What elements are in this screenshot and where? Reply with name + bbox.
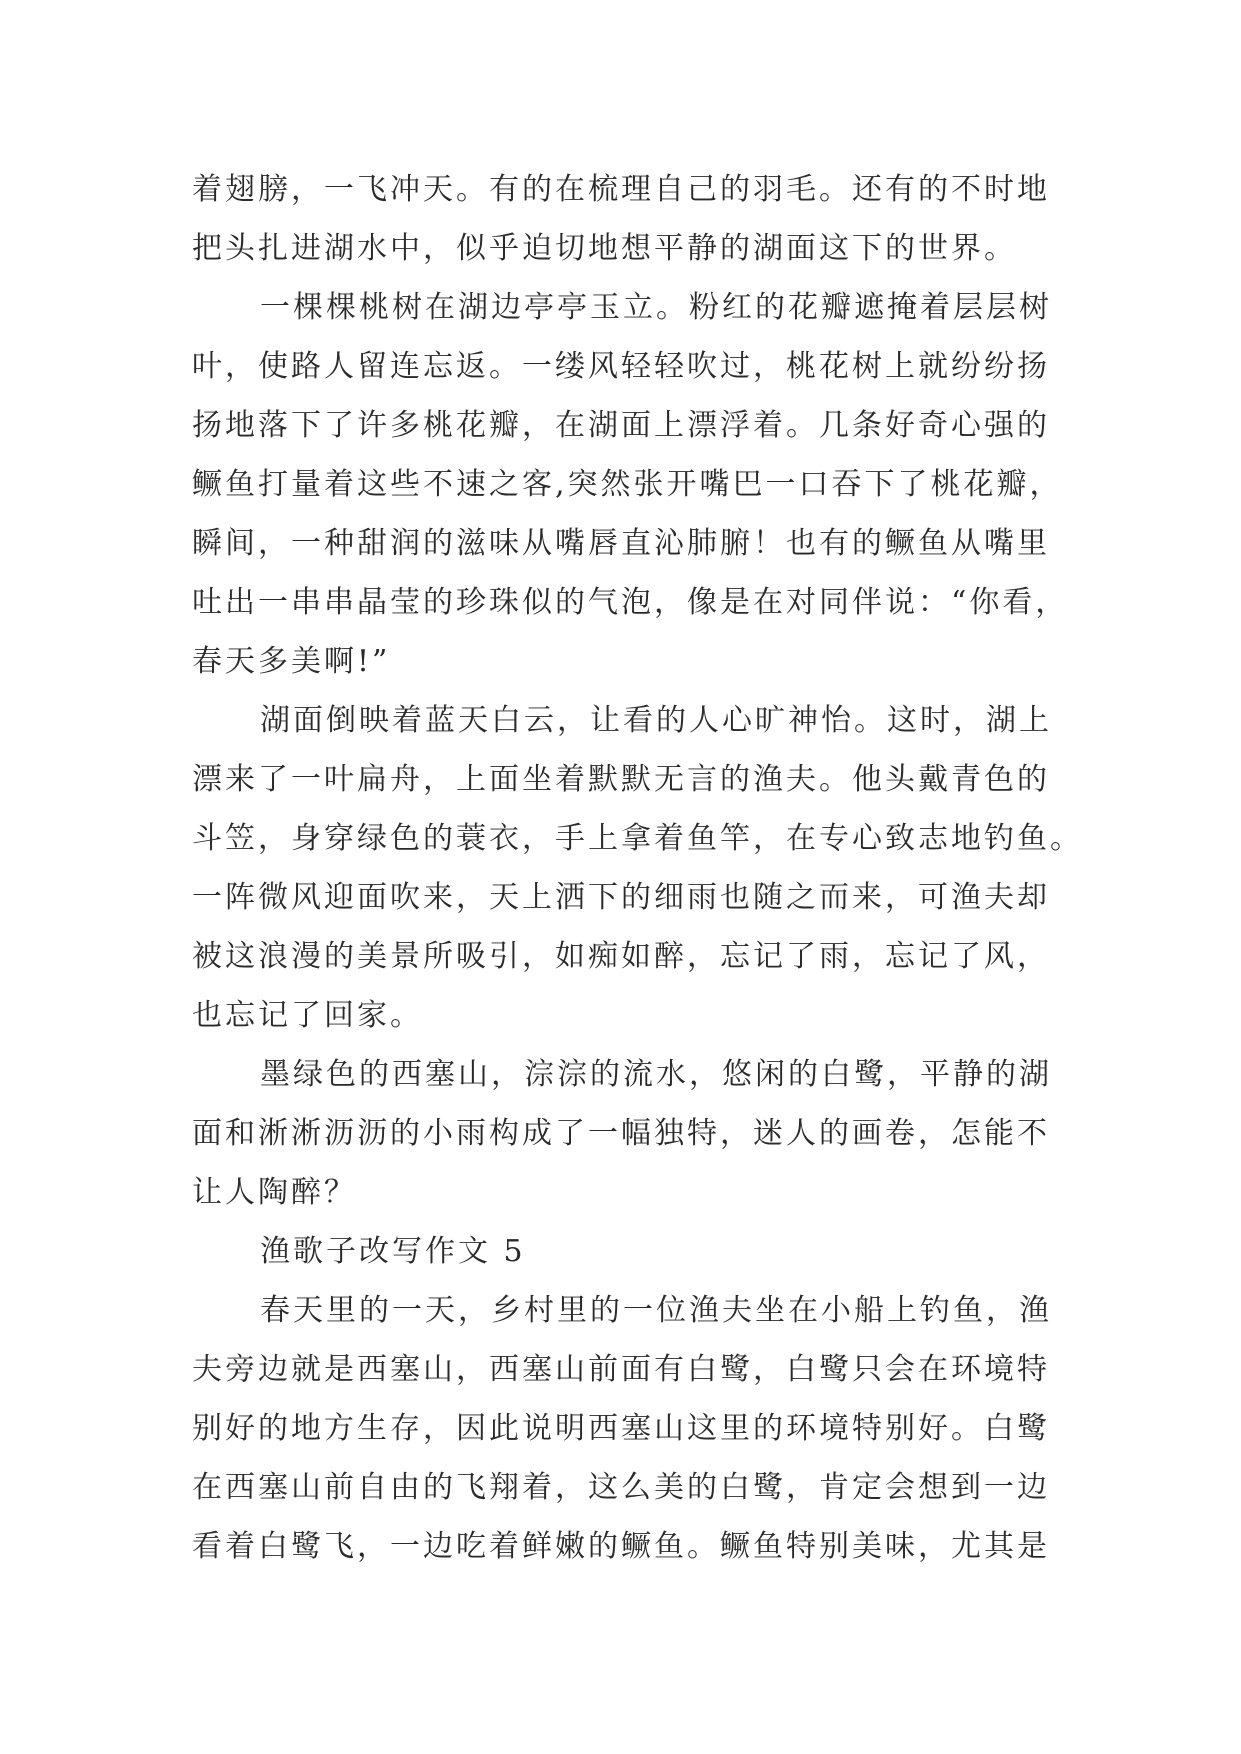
text-line: 一棵棵桃树在湖边亭亭玉立。粉红的花瓣遮掩着层层树 bbox=[260, 290, 1052, 325]
text-line: 春天里的一天，乡村里的一位渔夫坐在小船上钓鱼，渔 bbox=[260, 1293, 1052, 1328]
text-line: 着翅膀，一飞冲天。有的在梳理自己的羽毛。还有的不时地 bbox=[192, 172, 1050, 207]
text-line: 把头扎进湖水中，似乎迫切地想平静的湖面这下的世界。 bbox=[192, 231, 1017, 266]
text-line: 漂来了一叶扁舟，上面坐着默默无言的渔夫。他头戴青色的 bbox=[192, 762, 1050, 797]
text-line: 吐出一串串晶莹的珍珠似的气泡，像是在对同伴说：“你看， bbox=[192, 585, 1069, 620]
text-line: 墨绿色的西塞山，淙淙的流水，悠闲的白鹭，平静的湖 bbox=[260, 1057, 1052, 1092]
text-line: 瞬间，一种甜润的滋味从嘴唇直沁肺腑！也有的鳜鱼从嘴里 bbox=[192, 526, 1050, 561]
text-line: 看着白鹭飞，一边吃着鲜嫩的鳜鱼。鳜鱼特别美味，尤其是 bbox=[192, 1529, 1050, 1564]
text-line: 叶，使路人留连忘返。一缕风轻轻吹过，桃花树上就纷纷扬 bbox=[192, 349, 1050, 384]
text-line: 渔歌子改写作文 5 bbox=[260, 1234, 526, 1269]
text-line: 一阵微风迎面吹来，天上洒下的细雨也随之而来，可渔夫却 bbox=[192, 880, 1050, 915]
text-line: 被这浪漫的美景所吸引，如痴如醉，忘记了雨，忘记了风， bbox=[192, 939, 1050, 974]
text-line: 春天多美啊!” bbox=[192, 644, 391, 679]
text-line: 夫旁边就是西塞山，西塞山前面有白鹭，白鹭只会在环境特 bbox=[192, 1352, 1050, 1387]
text-line: 扬地落下了许多桃花瓣，在湖面上漂浮着。几条好奇心强的 bbox=[192, 408, 1050, 443]
text-line: 让人陶醉？ bbox=[192, 1175, 357, 1210]
text-line: 面和淅淅沥沥的小雨构成了一幅独特，迷人的画卷，怎能不 bbox=[192, 1116, 1050, 1151]
text-line: 别好的地方生存，因此说明西塞山这里的环境特别好。白鹭 bbox=[192, 1411, 1050, 1446]
text-line: 也忘记了回家。 bbox=[192, 998, 423, 1033]
text-line: 鳜鱼打量着这些不速之客,突然张开嘴巴一口吞下了桃花瓣， bbox=[192, 467, 1063, 502]
text-line: 斗笠，身穿绿色的蓑衣，手上拿着鱼竿，在专心致志地钓鱼。 bbox=[192, 821, 1083, 856]
document-body bbox=[192, 160, 1083, 1576]
text-line: 在西塞山前自由的飞翔着，这么美的白鹭，肯定会想到一边 bbox=[192, 1470, 1050, 1505]
text-line: 湖面倒映着蓝天白云，让看的人心旷神怡。这时，湖上 bbox=[260, 703, 1052, 738]
